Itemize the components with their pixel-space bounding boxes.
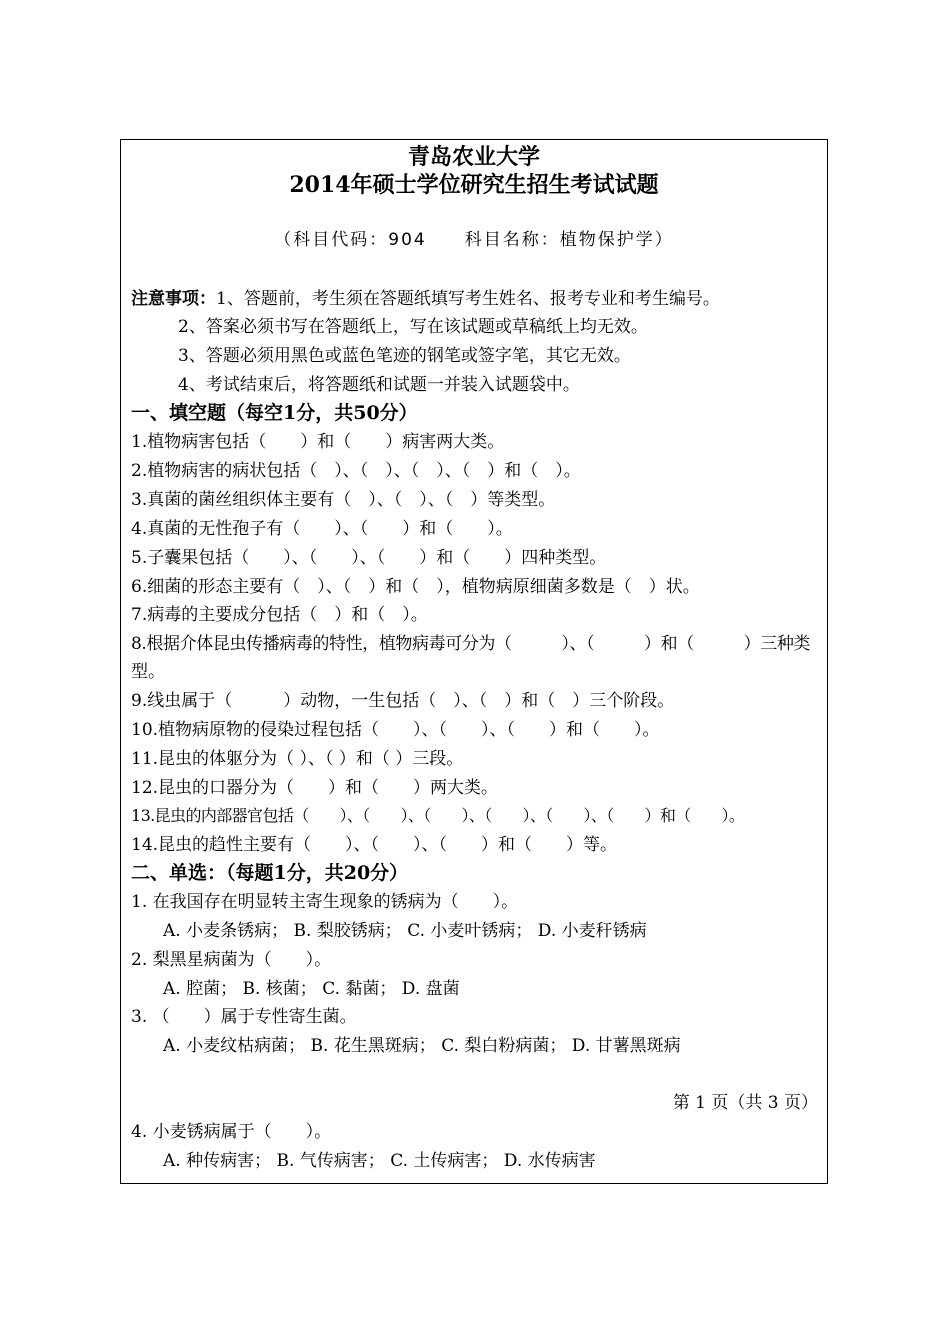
question: 6.细菌的形态主要有（ ）、（ ）和（ ），植物病原细菌多数是（ ）状。	[131, 577, 700, 597]
notes-item: 3、答题必须用黑色或蓝色笔迹的钢笔或签字笔，其它无效。	[178, 346, 631, 366]
question: 13.昆虫的内部器官包括（ ）、（ ）、（ ）、（ ）、（ ）、（ ）和（ ）。	[131, 806, 745, 825]
page-number: 第 1 页（共 3 页）	[672, 1093, 818, 1113]
question: 10.植物病原物的侵染过程包括（ ）、（ ）、（ ）和（ ）。	[131, 720, 660, 740]
exam-title: 2014年硕士学位研究生招生考试试题	[289, 172, 659, 198]
notes-item: 2、答案必须书写在答题纸上，写在该试题或草稿纸上均无效。	[178, 317, 648, 337]
question: 5.子囊果包括（ ）、（ ）、（ ）和（ ）四种类型。	[131, 548, 607, 568]
question-stem: 2. 梨黑星病菌为（ ）。	[131, 950, 332, 970]
notes-label: 注意事项：	[131, 289, 216, 309]
question: 4.真菌的无性孢子有（ ）、（ ）和（ ）。	[131, 519, 513, 539]
question-stem: 3. （ ）属于专性寄生菌。	[131, 1007, 357, 1027]
question-stem: 1. 在我国存在明显转主寄生现象的锈病为（ ）。	[131, 892, 519, 912]
subject-line: （科目代码：904 科目名称：植物保护学）	[274, 230, 674, 250]
question: 1.植物病害包括（ ）和（ ）病害两大类。	[131, 432, 505, 452]
question: 9.线虫属于（ ）动物，一生包括（ ）、（ ）和（ ）三个阶段。	[131, 691, 675, 711]
question-continuation: 型。	[131, 662, 165, 682]
question: 7.病毒的主要成分包括（ ）和（ ）。	[131, 605, 428, 625]
question-options: A. 小麦纹枯病菌； B. 花生黑斑病； C. 梨白粉病菌； D. 甘薯黑斑病	[163, 1036, 681, 1056]
question: 12.昆虫的口器分为（ ）和（ ）两大类。	[131, 778, 499, 798]
notes-line-1	[131, 288, 720, 310]
question: 2.植物病害的病状包括（ ）、（ ）、（ ）、（ ）和（ ）。	[131, 461, 581, 481]
question: 11.昆虫的体躯分为（ ）、（ ）和（ ）三段。	[131, 749, 464, 769]
question-options: A. 小麦条锈病； B. 梨胶锈病； C. 小麦叶锈病； D. 小麦秆锈病	[163, 921, 647, 941]
university-name: 青岛农业大学	[407, 144, 540, 170]
section-heading-fill: 一、填空题（每空1分，共50分）	[131, 402, 418, 424]
notes-item: 4、考试结束后，将答题纸和试题一并装入试题袋中。	[178, 375, 580, 395]
question-options: A. 腔菌； B. 核菌； C. 黏菌； D. 盘菌	[163, 979, 460, 999]
question-stem: 4. 小麦锈病属于（ ）。	[131, 1122, 332, 1142]
section-heading-single-choice: 二、单选：（每题1分，共20分）	[131, 862, 409, 884]
question-options: A. 种传病害； B. 气传病害； C. 土传病害； D. 水传病害	[163, 1151, 596, 1171]
question: 14.昆虫的趋性主要有（ ）、（ ）、（ ）和（ ）等。	[131, 835, 618, 855]
question: 3.真菌的菌丝组织体主要有（ ）、（ ）、（ ）等类型。	[131, 490, 556, 510]
question: 8.根据介体昆虫传播病毒的特性，植物病毒可分为（ ）、（ ）和（ ）三种类	[131, 634, 811, 654]
notes-item: 1、答题前，考生须在答题纸填写考生姓名、报考专业和考生编号。	[216, 289, 720, 309]
